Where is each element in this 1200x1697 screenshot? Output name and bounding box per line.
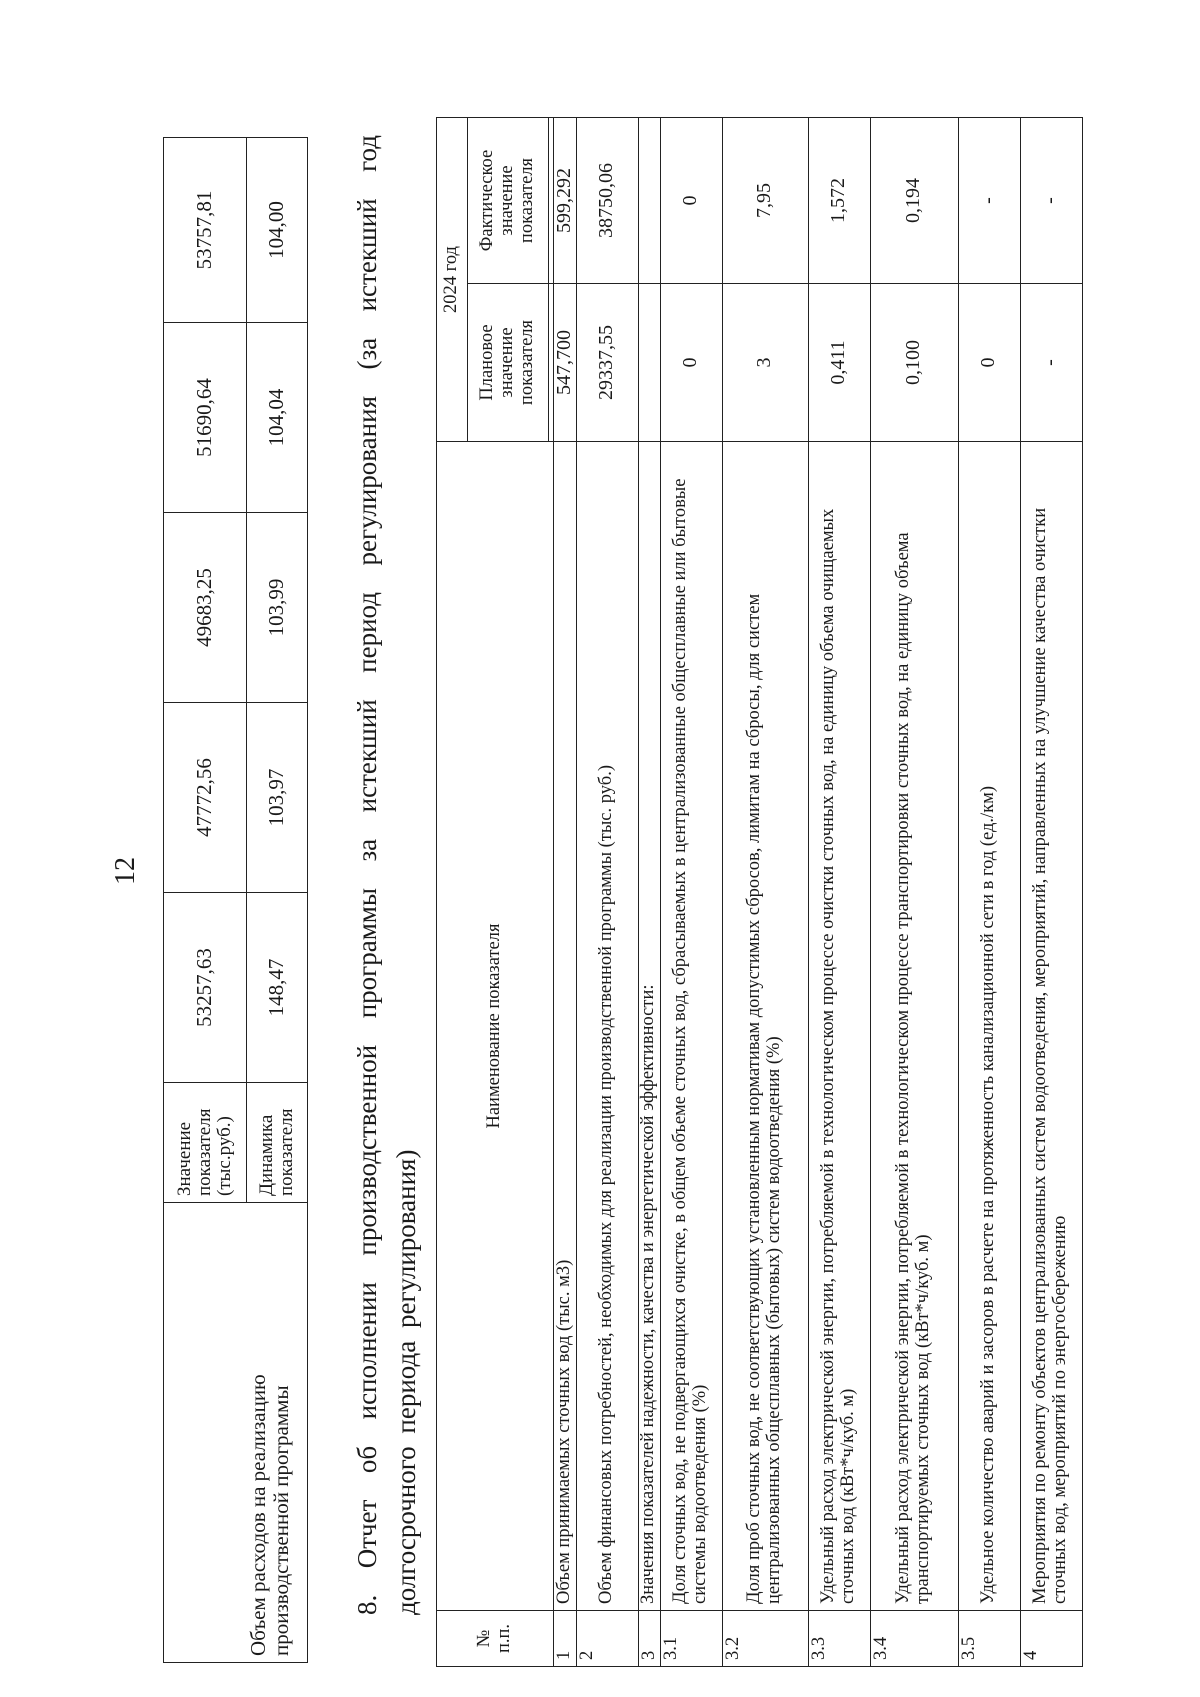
table-cell: 49683,25	[164, 513, 247, 703]
row-name: Удельный расход электрической энергии, потребляемой в технологическом процессе очистки сточных вод, на единицу объема очищаемых сточных вод (кВт*ч/куб. м)	[808, 442, 870, 1611]
fact-value: 599,292	[554, 117, 577, 283]
row-number: 3.4	[870, 1611, 958, 1667]
row-name: Значения показателей надежности, качества и энергетической эффективности:	[638, 442, 660, 1611]
table-row	[1020, 117, 1082, 1666]
table-cell: 104,00	[247, 138, 308, 323]
table-cell: 103,97	[247, 703, 308, 893]
expense-table	[163, 137, 308, 1663]
row-number: 1	[554, 1611, 577, 1667]
row-name: Удельный расход электрической энергии, потребляемой в технологическом процессе транспортировки сточных вод, на единицу объема транспортируемых сточных вод (кВт*ч/куб. м)	[870, 442, 958, 1611]
row-number: 2	[576, 1611, 638, 1667]
table-cell: 104,04	[247, 323, 308, 513]
table-row	[958, 117, 1020, 1666]
plan-value: 3	[722, 284, 808, 442]
table-row	[808, 117, 870, 1666]
plan-value: 29337,55	[576, 284, 638, 442]
column-header-plan: Плановое значение показателя	[468, 284, 549, 442]
row-name: Мероприятия по ремонту объектов централизованных систем водоотведения, мероприятий, направленных на улучшение качества очистки сточных вод, мероприятий по энергосбережению	[1020, 442, 1082, 1611]
fact-value: 0,194	[870, 117, 958, 283]
plan-value	[638, 284, 660, 442]
fact-value: -	[1020, 117, 1082, 283]
fact-value: 38750,06	[576, 117, 638, 283]
table-row	[164, 138, 247, 1663]
column-header-year: 2024 год	[437, 117, 468, 441]
plan-value: 0	[660, 284, 722, 442]
plan-value: -	[1020, 284, 1082, 442]
fact-value	[638, 117, 660, 283]
plan-value: 547,700	[554, 284, 577, 442]
report-table	[436, 117, 1083, 1667]
plan-value: 0	[958, 284, 1020, 442]
plan-value: 0,100	[870, 284, 958, 442]
fact-value: 0	[660, 117, 722, 283]
table-cell: 51690,64	[164, 323, 247, 513]
table-cell: 47772,56	[164, 703, 247, 893]
table-cell: 53757,81	[164, 138, 247, 323]
column-header-fact: Фактическое значение показателя	[468, 117, 549, 283]
row-number: 3.3	[808, 1611, 870, 1667]
plan-value: 0,411	[808, 284, 870, 442]
table-row	[576, 117, 638, 1666]
table-row	[554, 117, 577, 1666]
table-row	[870, 117, 958, 1666]
column-header-number: № п.п.	[437, 1611, 554, 1667]
table-cell: 103,99	[247, 513, 308, 703]
table-row	[638, 117, 660, 1666]
table-row	[660, 117, 722, 1666]
row-name: Объем финансовых потребностей, необходимых для реализации производственной программы (тыс. руб.)	[576, 442, 638, 1611]
page-number: 12	[110, 857, 141, 885]
column-header-name: Наименование показателя	[437, 442, 554, 1611]
row-number: 3.1	[660, 1611, 722, 1667]
row-number: 3.5	[958, 1611, 1020, 1667]
fact-value: 7,95	[722, 117, 808, 283]
header-row	[437, 117, 468, 1666]
row-number: 3	[638, 1611, 660, 1667]
row-name: Доля проб сточных вод, не соответствующих установленным нормативам допустимых сбросов, лимитам на сбросы, для систем централизованных общесплавных (бытовых) систем водоотведения (%)	[722, 442, 808, 1611]
section-heading: 8. Отчет об исполнении производственной программы за истекший период регулирования (за истекший год долгосрочного периода регулирования)	[352, 135, 422, 1615]
dynamics-label: Динамика показателя	[247, 1083, 308, 1203]
row-name: Удельное количество аварий и засоров в расчете на протяженность канализационной сети в год (ед./км)	[958, 442, 1020, 1611]
table-cell: 53257,63	[164, 893, 247, 1083]
fact-value: -	[958, 117, 1020, 283]
value-label: Значение показателя (тыс.руб.)	[164, 1083, 247, 1203]
row-name: Объем принимаемых сточных вод (тыс. м3)	[554, 442, 577, 1611]
table-cell: 148,47	[247, 893, 308, 1083]
expense-row-label: Объем расходов на реализацию производственной программы	[164, 1203, 308, 1663]
row-number: 4	[1020, 1611, 1082, 1667]
table-row	[722, 117, 808, 1666]
row-number: 3.2	[722, 1611, 808, 1667]
fact-value: 1,572	[808, 117, 870, 283]
row-name: Доля сточных вод, не подвергающихся очистке, в общем объеме сточных вод, сбрасываемых в централизованные общесплавные или бытовые системы водоотведения (%)	[660, 442, 722, 1611]
